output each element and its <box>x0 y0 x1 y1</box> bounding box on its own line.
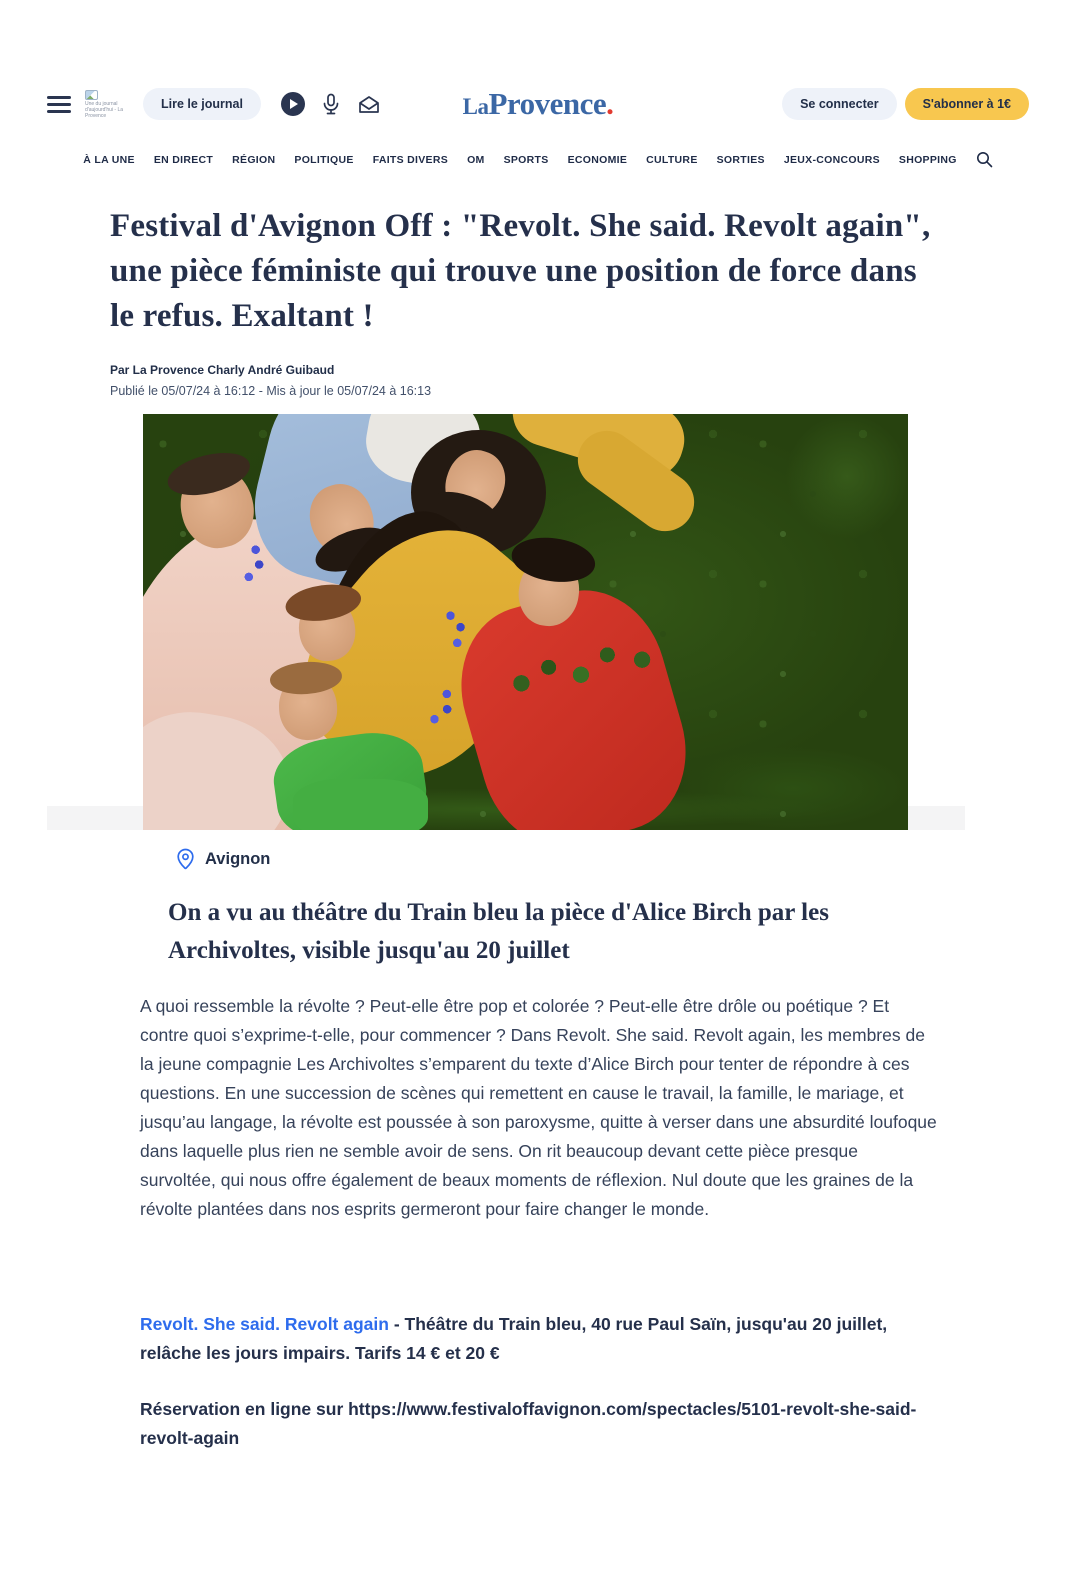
subscribe-button[interactable] <box>905 88 1029 120</box>
play-icon[interactable] <box>281 92 305 116</box>
map-pin-icon <box>176 848 195 870</box>
nav-item-culture[interactable]: CULTURE <box>646 153 698 166</box>
nav-item-faits-divers[interactable]: FAITS DIVERS <box>372 153 449 166</box>
journal-front-page-thumbnail[interactable] <box>85 90 133 119</box>
site-header <box>47 84 1029 124</box>
microphone-icon[interactable] <box>321 93 341 115</box>
article-body: A quoi ressemble la révolte ? Peut-elle être pop et colorée ? Peut-elle être drôle ou poétique ? Et contre quoi s’exprime-t-elle, pour commencer ? Dans Revolt. She said. Revolt again, les membres de la jeune compagnie Les Archivoltes s’emparent du texte d’Alice Birch pour tenter de répondre à ces questions. En une succession de scènes qui remettent en cause le travail, la famille, le mariage, et jusqu’au langage, la révolte est poussée à son paroxysme, quitte à verser dans une absurdité loufoque dans laquelle plus rien ne semble avoir de sens. On rit beaucoup devant cette pièce presque survoltée, qui nous offre également de beaux moments de réflexion. Nul doute que les graines de la révolte plantées dans nos esprits germeront pour faire changer le monde. <box>140 996 937 1219</box>
logo-la: La <box>462 94 489 119</box>
article-subheading: On a vu au théâtre du Train bleu la pièce d'Alice Birch par les Archivoltes, visible jusqu'au 20 juillet <box>168 899 829 964</box>
subscribe-label: S'abonner à 1€ <box>922 97 1011 111</box>
main-nav <box>0 151 1076 168</box>
nav-item-sports[interactable]: SPORTS <box>503 153 549 166</box>
location-label: Avignon <box>205 849 271 868</box>
login-button[interactable] <box>782 88 897 120</box>
nav-item-a-la-une[interactable]: À LA UNE <box>83 153 135 166</box>
show-link[interactable]: Revolt. She said. Revolt again <box>140 1314 389 1334</box>
nav-item-jeux-concours[interactable]: JEUX-CONCOURS <box>783 153 880 166</box>
nav-item-shopping[interactable]: SHOPPING <box>898 153 957 166</box>
article-title: Festival d'Avignon Off : "Revolt. She said. Revolt again", une pièce féministe qui trouve une position de force dans le refus. Exaltant ! <box>110 208 931 334</box>
location-tag[interactable] <box>176 848 1076 870</box>
menu-icon[interactable] <box>47 96 71 113</box>
nav-item-politique[interactable]: POLITIQUE <box>294 153 354 166</box>
header-actions <box>782 88 1029 120</box>
article-figure <box>47 414 965 830</box>
nav-item-sorties[interactable]: SORTIES <box>716 153 765 166</box>
nav-item-om[interactable]: OM <box>467 153 485 166</box>
header-icons <box>281 92 381 116</box>
search-icon[interactable] <box>976 151 993 168</box>
nav-item-en-direct[interactable]: EN DIRECT <box>153 153 214 166</box>
read-journal-button[interactable] <box>143 88 261 120</box>
laprovence-logo[interactable] <box>463 86 614 122</box>
practical-info-text: - Théâtre du Train bleu, 40 rue Paul Saïn, jusqu'au 20 juillet, relâche les jours impairs. Tarifs 14 € et 20 € <box>140 1314 888 1363</box>
broken-image-icon <box>85 90 98 100</box>
login-label: Se connecter <box>800 97 879 111</box>
read-journal-label: Lire le journal <box>161 97 243 111</box>
hero-photo <box>143 414 908 830</box>
article-dateline: Publié le 05/07/24 à 16:12 - Mis à jour le 05/07/24 à 16:13 <box>110 384 432 398</box>
journal-thumb-alt-text: Une du journal d'aujourd'hui - La Provence <box>85 100 124 119</box>
practical-info <box>140 1310 938 1368</box>
article-byline: Par La Provence Charly André Guibaud <box>110 363 335 377</box>
nav-item-region[interactable]: RÉGION <box>232 153 276 166</box>
logo-name: Provence <box>488 86 607 121</box>
newsletter-mail-icon[interactable] <box>357 94 381 114</box>
photo-person-green-shirt-2 <box>293 779 428 830</box>
reservation-info: Réservation en ligne sur https://www.festivaloffavignon.com/spectacles/5101-revolt-she-said-revolt-again <box>140 1399 917 1448</box>
logo-dot: . <box>606 86 614 121</box>
nav-item-economie[interactable]: ECONOMIE <box>567 153 628 166</box>
